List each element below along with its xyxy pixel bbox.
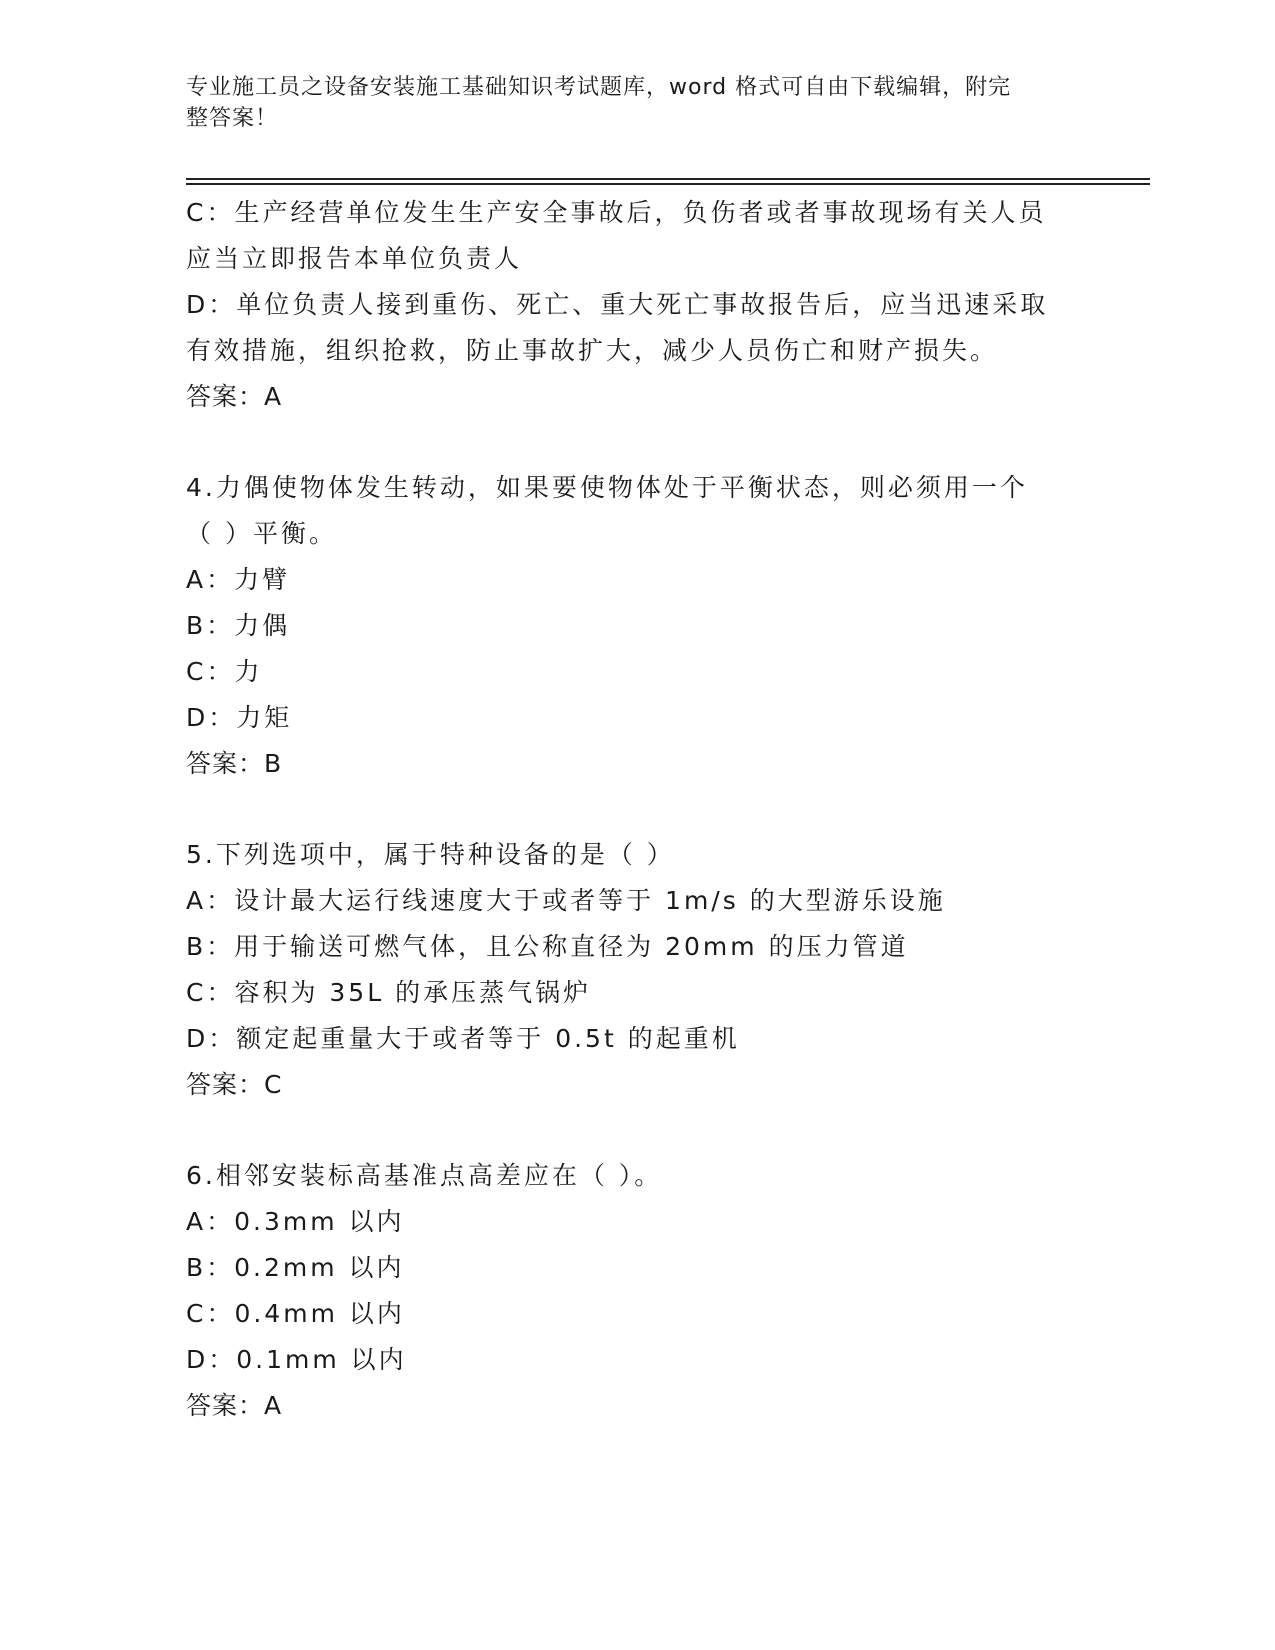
question-3-block [186, 190, 1126, 420]
q4-option-d: D：力矩 [186, 703, 293, 732]
q5-option-a: A：设计最大运行线速度大于或者等于 1m/s 的大型游乐设施 [186, 886, 946, 915]
q6-option-d: D：0.1mm 以内 [186, 1345, 407, 1374]
q5-stem: 5.下列选项中，属于特种设备的是（ ） [186, 840, 675, 869]
q4-answer: 答案：B [186, 749, 283, 778]
page-header [186, 72, 1066, 134]
q3-option-d-line-2: 有效措施，组织抢救，防止事故扩大，减少人员伤亡和财产损失。 [186, 336, 999, 365]
q5-option-d: D：额定起重量大于或者等于 0.5t 的起重机 [186, 1024, 740, 1053]
q4-option-a: A：力臂 [186, 565, 291, 594]
q4-stem-line-2: （ ）平衡。 [186, 519, 337, 548]
header-divider-bottom [186, 183, 1150, 185]
q6-option-a: A：0.3mm 以内 [186, 1207, 405, 1236]
q6-option-c: C：0.4mm 以内 [186, 1299, 405, 1328]
q3-option-c-line-2: 应当立即报告本单位负责人 [186, 244, 523, 273]
question-5-block [186, 832, 1126, 1108]
q6-answer: 答案：A [186, 1391, 283, 1420]
q6-stem: 6.相邻安装标高基准点高差应在（ ）。 [186, 1161, 663, 1190]
spacer [186, 420, 1126, 465]
q4-option-c: C：力 [186, 657, 263, 686]
q5-answer: 答案：C [186, 1070, 283, 1099]
question-4-block [186, 465, 1126, 787]
q4-option-b: B：力偶 [186, 611, 291, 640]
q5-option-b: B：用于输送可燃气体，且公称直径为 20mm 的压力管道 [186, 932, 909, 961]
header-line-2: 整答案！ [186, 106, 279, 131]
q3-option-d-line-1: D：单位负责人接到重伤、死亡、重大死亡事故报告后，应当迅速采取 [186, 290, 1049, 319]
q4-stem-line-1: 4.力偶使物体发生转动，如果要使物体处于平衡状态，则必须用一个 [186, 473, 1028, 502]
header-divider-top [186, 178, 1150, 180]
q6-option-b: B：0.2mm 以内 [186, 1253, 405, 1282]
q3-answer: 答案：A [186, 382, 283, 411]
spacer [186, 1108, 1126, 1153]
header-line-1: 专业施工员之设备安装施工基础知识考试题库，word 格式可自由下载编辑，附完 [186, 75, 1012, 100]
spacer [186, 787, 1126, 832]
q3-option-c-line-1: C：生产经营单位发生生产安全事故后，负伤者或者事故现场有关人员 [186, 198, 1047, 227]
q5-option-c: C：容积为 35L 的承压蒸气锅炉 [186, 978, 592, 1007]
question-content [186, 190, 1126, 1429]
question-6-block [186, 1153, 1126, 1429]
